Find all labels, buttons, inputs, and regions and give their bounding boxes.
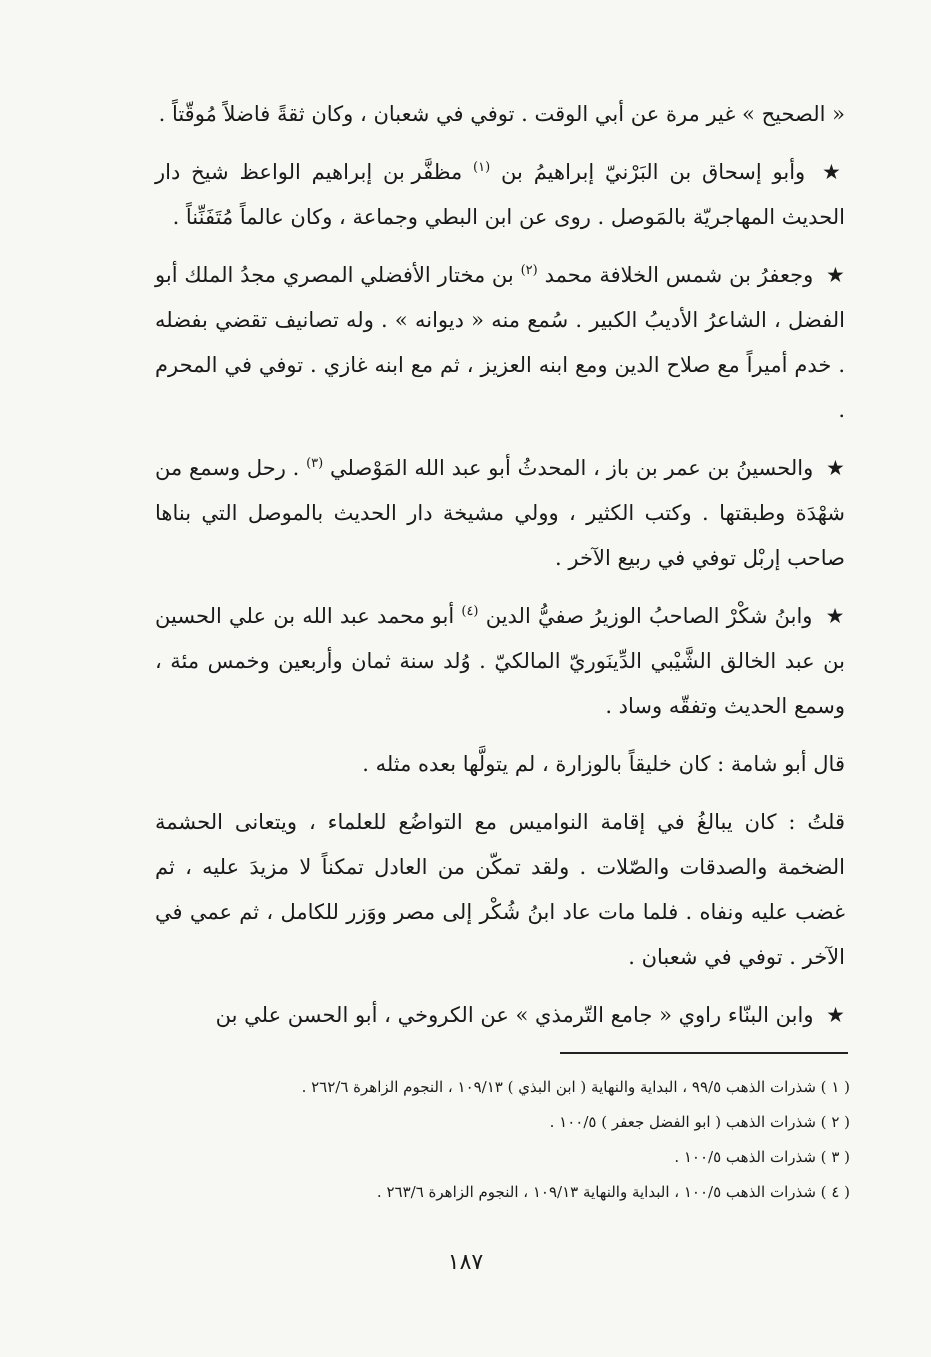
paragraph-text: وأبو إسحاق بن البَرْنيّ إبراهيمُ بن [501,160,806,184]
footnote-3: ( ٣ ) شذرات الذهب ١٠٠/٥ . [674,1148,850,1166]
paragraph [155,92,845,137]
footnote-2: ( ٢ ) شذرات الذهب ( ابو الفضل جعفر ) ١٠٠/٥ . [549,1113,850,1131]
paragraph-text-cont: بن مختار الأفضلي المصري مجدُ الملك أبو الفضل ، الشاعرُ الأديبُ الكبير . سُمع منه « ديوانه » . وله تصانيف تقضي بفضله . خدم أميراً مع صلاح الدين ومع ابنه العزيز ، ثم مع ابنه غازي . توفي في المحرم . [155,263,845,422]
footnote-4: ( ٤ ) شذرات الذهب ١٠٠/٥ ، البداية والنهاية ١٠٩/١٣ ، النجوم الزاهرة ٢٦٣/٦ . [376,1183,850,1201]
paragraph-text-cont: . رحل وسمع من شهْدَة وطبقتها . وكتب الكثير ، وولي مشيخة دار الحديث بالموصل التي بناها صاحب إربْل توفي في ربيع الآخر . [155,456,845,570]
footnote-ref[interactable]: (٤) [461,604,479,619]
paragraph-text: والحسينُ بن عمر بن باز ، المحدثُ أبو عبد الله المَوْصلي [330,456,814,480]
paragraph [155,742,845,787]
paragraph-text: وابن البنّاء راوي « جامع التّرمذي » عن الكروخي ، أبو الحسن علي بن [215,1003,814,1027]
paragraph-text-cont: مظفَّر بن إبراهيم الواعظ شيخ دار الحديث المهاجريّة بالمَوصل . روى عن ابن البطي وجماعة ، وكان عالماً مُتَفَنِّناً . [155,160,845,229]
star-icon: ★ [826,263,846,287]
paragraph-text: قال أبو شامة : كان خليقاً بالوزارة ، لم يتولَّها بعده مثله . [362,752,845,776]
paragraph-text-cont: أبو محمد عبد الله بن علي الحسين بن عبد الخالق الشَّيْبي الدِّينَوريّ المالكيّ . وُلد سنة ثمان وأربعين وخمس مئة ، وسمع الحديث وتفقّه وساد . [155,604,845,718]
paragraph-text: وجعفرُ بن شمس الخلافة محمد [544,263,814,287]
paragraph [155,594,845,729]
footnote-ref[interactable]: (٢) [520,263,538,278]
main-text [155,92,845,1051]
footnote-divider [560,1052,848,1054]
star-icon: ★ [826,456,845,480]
star-icon: ★ [825,604,845,628]
footnote-ref[interactable]: (٣) [306,456,324,471]
paragraph [155,993,845,1038]
footnote-ref[interactable]: (١) [473,160,491,175]
paragraph-text: « الصحيح » غير مرة عن أبي الوقت . توفي في شعبان ، وكان ثقةً فاضلاً مُوقّتاً . [158,102,845,126]
paragraph [155,446,845,581]
paragraph-text: وابنُ شكْرْ الصاحبُ الوزيرُ صفيُّ الدين [485,604,813,628]
page-number: ١٨٧ [447,1250,484,1275]
paragraph [155,800,845,980]
footnotes [150,1070,850,1210]
star-icon: ★ [826,1003,845,1027]
paragraph-text: قلتُ : كان يبالغُ في إقامة النواميس مع التواضُع للعلماء ، ويتعانى الحشمة الضخمة والصدقات والصّلات . ولقد تمكّن من العادل تمكناً لا مزيدَ عليه ، ثم غضب عليه ونفاه . فلما مات عاد ابنُ شُكْر إلى مصر ووَزر للكامل ، ثم عمي في الآخر . توفي في شعبان . [155,810,845,969]
star-icon: ★ [822,160,846,184]
paragraph [155,150,845,240]
footnote-1: ( ١ ) شذرات الذهب ٩٩/٥ ، البداية والنهاية ( ابن البذي ) ١٠٩/١٣ ، النجوم الزاهرة ٢٦٢/٦ . [301,1078,850,1096]
paragraph [155,253,845,433]
